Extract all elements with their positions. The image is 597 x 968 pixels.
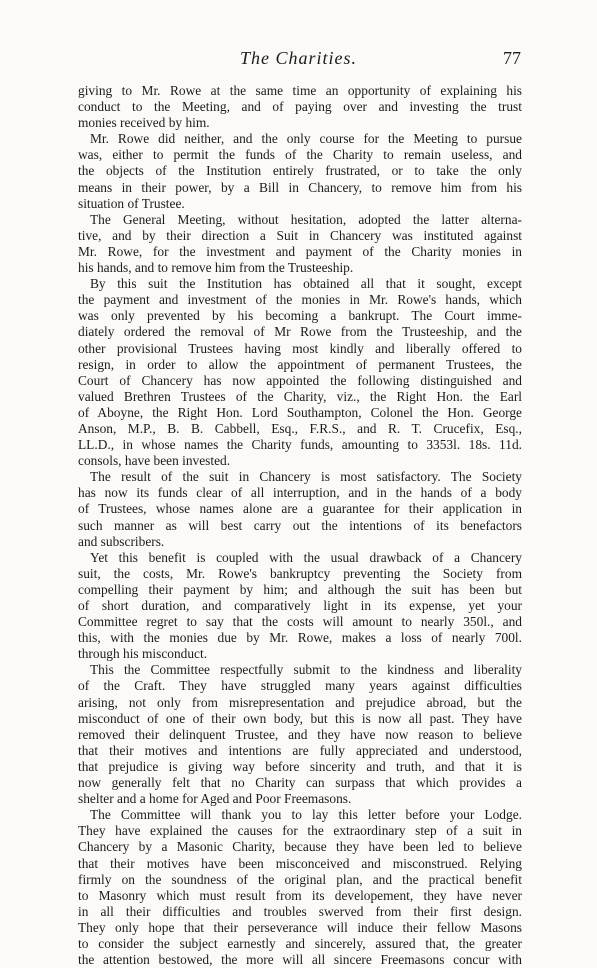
text-line: valued Brethren Trustees of the Charity, viz., the Right Hon. the Earl: [78, 388, 522, 404]
text-line: situation of Trustee.: [78, 195, 185, 211]
text-line: this, with the monies due by Mr. Rowe, makes a loss of nearly 700l.: [78, 630, 522, 646]
text-line: has now its funds clear of all interruption, and in the hands of a body: [78, 485, 522, 501]
text-line: misconduct of one of their own body, but this is now all past. They have: [78, 710, 522, 726]
text-line: monies received by him.: [78, 115, 210, 131]
text-line: of Trustees, whose names alone are a guarantee for their application in: [78, 501, 522, 517]
text-line: Anson, M.P., B. B. Cabbell, Esq., F.R.S., and R. T. Crucefix, Esq.,: [78, 420, 522, 436]
text-line: now generally felt that no Charity can surpass that which provides a: [78, 775, 522, 791]
text-line: in all their difficulties and troubles swerved from their first design.: [78, 903, 522, 919]
text-line: compelling their payment by him; and although the suit has been but: [78, 581, 522, 597]
text-line: and subscribers.: [78, 533, 165, 549]
text-line: conduct to the Meeting, and of paying over and investing the trust: [78, 99, 522, 115]
text-line: to consider the subject earnestly and sincerely, assured that, the greater: [78, 935, 522, 951]
text-line: This the Committee respectfully submit to the kindness and liberality: [90, 662, 522, 678]
text-line: consols, have been invested.: [78, 453, 231, 469]
text-line: They have explained the causes for the extraordinary step of a suit in: [78, 823, 522, 839]
text-line: other provisional Trustees having most kindly and liberally offered to: [78, 340, 522, 356]
text-line: suit, the costs, Mr. Rowe's bankruptcy preventing the Society from: [78, 565, 522, 581]
running-head: [76, 48, 521, 74]
text-line: Chancery by a Masonic Charity, because they have been led to believe: [78, 839, 522, 855]
text-line: They only hope that their perseverance will induce their fellow Masons: [78, 919, 522, 935]
text-line: The General Meeting, without hesitation, adopted the latter alterna-: [90, 211, 522, 227]
text-line: such manner as will best carry out the intentions of its benefactors: [78, 517, 522, 533]
text-line: was, either to permit the funds of the Charity to remain useless, and: [78, 147, 522, 163]
text-line: means in their power, by a Bill in Chancery, to remove him from his: [78, 179, 522, 195]
text-line: Mr. Rowe did neither, and the only course for the Meeting to pursue: [90, 131, 522, 147]
text-line: tive, and by their direction a Suit in Chancery was instituted against: [78, 227, 522, 243]
text-line: to Masonry which must result from its developement, they have never: [78, 887, 522, 903]
text-line: diately ordered the removal of Mr Rowe from the Trusteeship, and the: [78, 324, 522, 340]
text-line: Mr. Rowe, for the investment and payment of the Charity monies in: [78, 243, 522, 259]
text-line: LL.D., in whose names the Charity funds, amounting to 3353l. 18s. 11d.: [78, 437, 522, 453]
text-line: the objects of the Institution entirely frustrated, or to take the only: [78, 163, 522, 179]
text-line: that their motives and intentions are fully appreciated and understood,: [78, 742, 522, 758]
text-line: through his misconduct.: [78, 646, 208, 662]
text-line: of short duration, and comparatively light in its expense, yet your: [78, 598, 522, 613]
text-line: Yet this benefit is coupled with the usual drawback of a Chancery: [90, 549, 522, 565]
running-title: The Charities.: [239, 48, 357, 68]
text-line: The Committee will thank you to lay this letter before your Lodge.: [90, 807, 522, 823]
text-line: removed their delinquent Trustee, and they have now reason to believe: [78, 726, 522, 742]
text-line: Committee regret to say that the costs will amount to nearly 350l., and: [78, 614, 522, 630]
text-line: that their motives have been misconceived and misconstrued. Relying: [78, 855, 522, 871]
text-line: arising, not only from misrepresentation and prejudice abroad, but the: [78, 694, 522, 710]
text-line: resign, in order to allow the appointment of permanent Trustees, the: [78, 356, 522, 372]
text-line: of Aboyne, the Right Hon. Lord Southampton, Colonel the Hon. George: [78, 404, 522, 420]
text-line: his hands, and to remove him from the Trusteeship.: [78, 260, 354, 276]
text-line: By this suit the Institution has obtained all that it sought, except: [90, 276, 522, 292]
text-line: that prejudice is giving way before sincerity and truth, and that it is: [78, 758, 522, 774]
text-line: shelter and a home for Aged and Poor Freemasons.: [78, 791, 352, 807]
text-line: the payment and investment of the monies in Mr. Rowe's hands, which: [78, 292, 522, 308]
text-line: was only prevented by his becoming a bankrupt. The Court imme-: [78, 308, 522, 324]
text-line: of the Craft. They have struggled many years against difficulties: [78, 678, 522, 694]
text-line: The result of the suit in Chancery is most satisfactory. The Society: [90, 469, 522, 485]
text-line: giving to Mr. Rowe at the same time an opportunity of explaining his: [78, 83, 522, 98]
body-text: [78, 83, 522, 968]
text-line: the attention bestowed, the more will all sincere Freemasons concur with: [78, 952, 522, 968]
text-line: Court of Chancery has now appointed the following distinguished and: [78, 372, 522, 388]
page-number: 77: [503, 48, 521, 68]
text-line: firmly on the soundness of the original plan, and the practical benefit: [78, 871, 522, 887]
